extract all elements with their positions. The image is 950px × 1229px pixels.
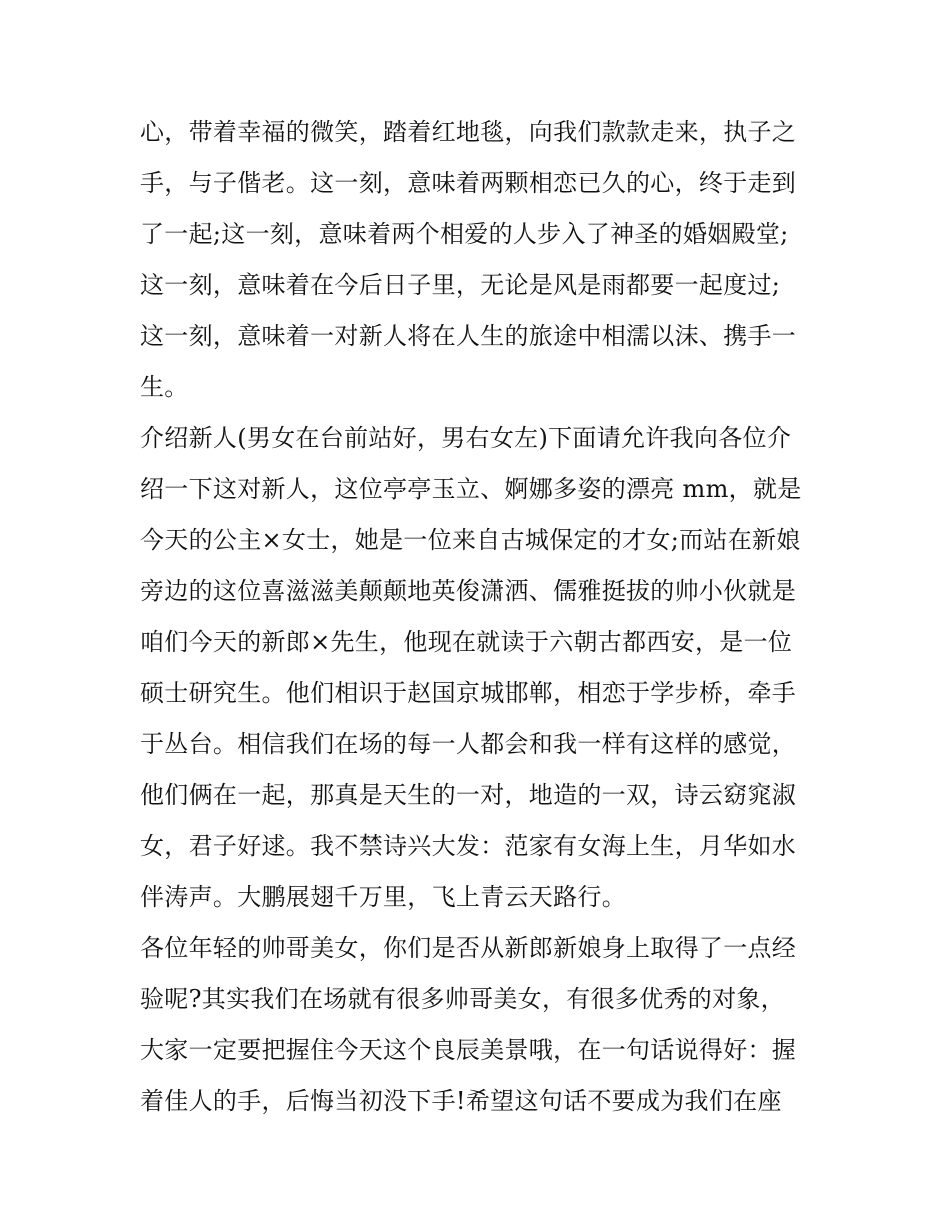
text-line: 这一刻，意味着在今后日子里，无论是风是雨都要一起度过; bbox=[140, 271, 781, 299]
text-line: 这一刻，意味着一对新人将在人生的旅途中相濡以沫、携手一 bbox=[140, 322, 797, 350]
text-line: 今天的公主×女士，她是一位来自古城保定的才女;而站在新娘 bbox=[140, 526, 801, 554]
text-line: 女，君子好逑。我不禁诗兴大发：范家有女海上生，月华如水 bbox=[140, 832, 797, 860]
body-text bbox=[140, 107, 820, 1127]
text-line: 他们俩在一起，那真是天生的一对，地造的一双，诗云窈窕淑 bbox=[140, 781, 797, 809]
text-line: 生。 bbox=[140, 373, 189, 401]
text-line: 心，带着幸福的微笑，踏着红地毯，向我们款款走来，执子之 bbox=[140, 118, 797, 146]
text-line: 伴涛声。大鹏展翅千万里，飞上青云天路行。 bbox=[140, 883, 626, 911]
text-line: 绍一下这对新人，这位亭亭玉立、婀娜多姿的漂亮 mm，就是 bbox=[140, 475, 802, 503]
text-line: 介绍新人(男女在台前站好，男右女左)下面请允许我向各位介 bbox=[140, 424, 792, 452]
text-line: 旁边的这位喜滋滋美颠颠地英俊潇洒、儒雅挺拔的帅小伙就是 bbox=[140, 577, 797, 605]
text-line: 于丛台。相信我们在场的每一人都会和我一样有这样的感觉， bbox=[140, 730, 797, 758]
text-line: 着佳人的手，后悔当初没下手!希望这句话不要成为我们在座 bbox=[140, 1087, 782, 1115]
text-line: 验呢?其实我们在场就有很多帅哥美女，有很多优秀的对象， bbox=[140, 985, 785, 1013]
text-line: 咱们今天的新郎×先生，他现在就读于六朝古都西安，是一位 bbox=[140, 628, 793, 656]
text-line: 了一起;这一刻，意味着两个相爱的人步入了神圣的婚姻殿堂; bbox=[140, 220, 789, 248]
text-line: 手，与子偕老。这一刻，意味着两颗相恋已久的心，终于走到 bbox=[140, 169, 797, 197]
text-line: 硕士研究生。他们相识于赵国京城邯郸，相恋于学步桥，牵手 bbox=[140, 679, 797, 707]
text-line: 大家一定要把握住今天这个良辰美景哦，在一句话说得好：握 bbox=[140, 1036, 797, 1064]
text-line: 各位年轻的帅哥美女，你们是否从新郎新娘身上取得了一点经 bbox=[140, 934, 797, 962]
